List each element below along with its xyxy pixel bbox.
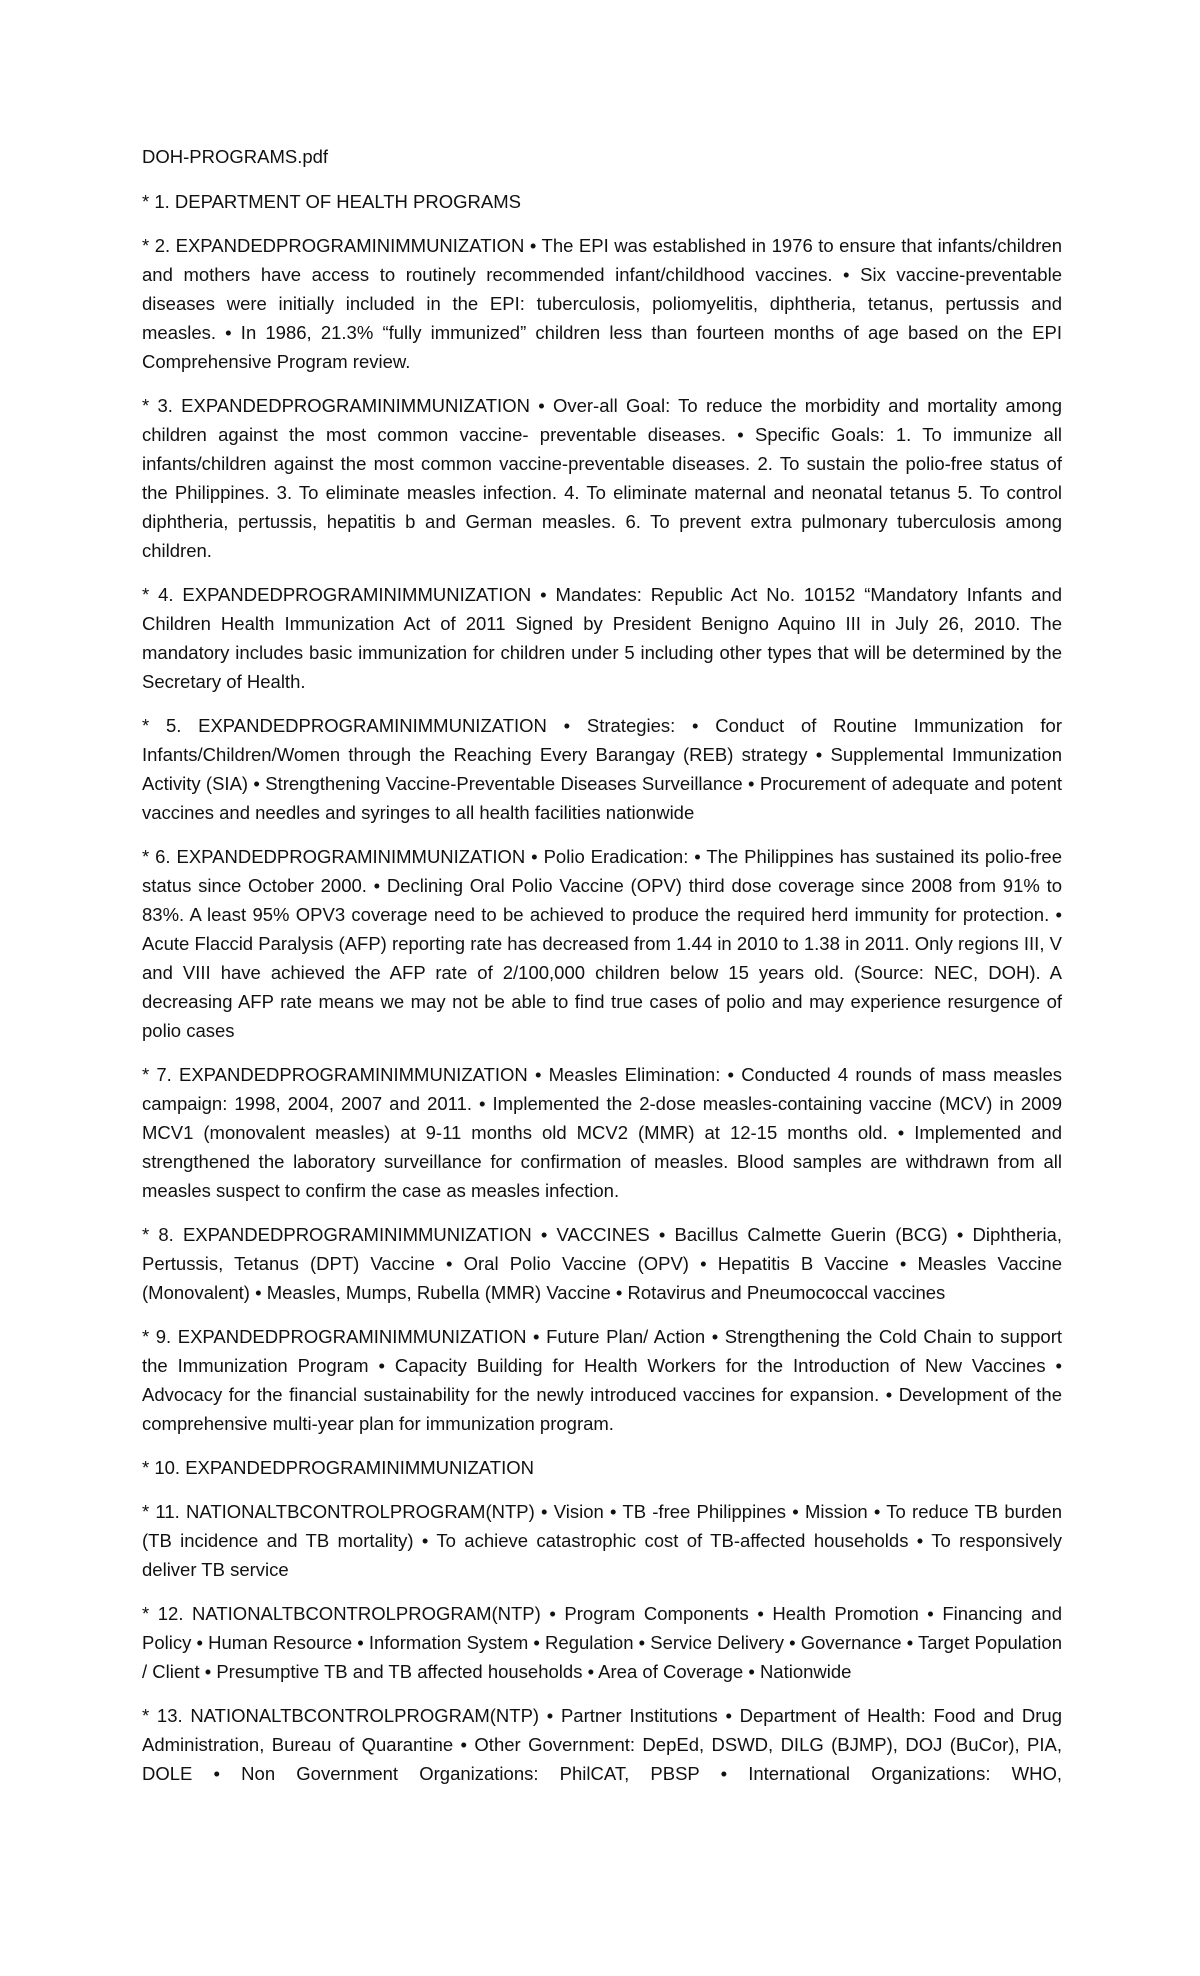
- section-1: * 1. DEPARTMENT OF HEALTH PROGRAMS: [142, 191, 521, 212]
- section-7: * 7. EXPANDEDPROGRAMINIMMUNIZATION • Measles Elimination: • Conducted 4 rounds of mass measles campaign: 1998, 2004, 2007 and 2011. • Implemented the 2-dose measles-containing vaccine (MCV) in 2009 MCV1 (monovalent measles) at 9-11 months old MCV2 (MMR) at 12-15 months old. • Implemented and strengthened the laboratory surveillance for confirmation of measles. Blood samples are withdrawn from all measles suspect to confirm the case as measles infection.: [142, 1064, 1062, 1201]
- section-12: * 12. NATIONALTBCONTROLPROGRAM(NTP) • Program Components • Health Promotion • Financing and Policy • Human Resource • Information System • Regulation • Service Delivery • Governance • Target Population / Client • Presumptive TB and TB affected households • Area of Coverage • Nationwide: [142, 1603, 1062, 1682]
- document-title: DOH-PROGRAMS.pdf: [142, 146, 329, 167]
- document-page: [142, 142, 1062, 1803]
- section-11: * 11. NATIONALTBCONTROLPROGRAM(NTP) • Vision • TB -free Philippines • Mission • To reduce TB burden (TB incidence and TB mortality) • To achieve catastrophic cost of TB-affected households • To responsively deliver TB service: [142, 1501, 1062, 1580]
- section-8: * 8. EXPANDEDPROGRAMINIMMUNIZATION • VACCINES • Bacillus Calmette Guerin (BCG) • Diphtheria, Pertussis, Tetanus (DPT) Vaccine • Oral Polio Vaccine (OPV) • Hepatitis B Vaccine • Measles Vaccine (Monovalent) • Measles, Mumps, Rubella (MMR) Vaccine • Rotavirus and Pneumococcal vaccines: [142, 1224, 1062, 1303]
- section-3: * 3. EXPANDEDPROGRAMINIMMUNIZATION • Over-all Goal: To reduce the morbidity and mortality among children against the most common vaccine- preventable diseases. • Specific Goals: 1. To immunize all infants/children against the most common vaccine-preventable diseases. 2. To sustain the polio-free status of the Philippines. 3. To eliminate measles infection. 4. To eliminate maternal and neonatal tetanus 5. To control diphtheria, pertussis, hepatitis b and German measles. 6. To prevent extra pulmonary tuberculosis among children.: [142, 395, 1062, 561]
- section-13: * 13. NATIONALTBCONTROLPROGRAM(NTP) • Partner Institutions • Department of Health: Food and Drug Administration, Bureau of Quarantine • Other Government: DepEd, DSWD, DILG (BJMP), DOJ (BuCor), PIA, DOLE • Non Government Organizations: PhilCAT, PBSP • International Organizations: WHO,: [142, 1705, 1062, 1784]
- section-2: * 2. EXPANDEDPROGRAMINIMMUNIZATION • The EPI was established in 1976 to ensure that infants/children and mothers have access to routinely recommended infant/childhood vaccines. • Six vaccine-preventable diseases were initially included in the EPI: tuberculosis, poliomyelitis, diphtheria, tetanus, pertussis and measles. • In 1986, 21.3% “fully immunized” children less than fourteen months of age based on the EPI Comprehensive Program review.: [142, 235, 1062, 372]
- section-9: * 9. EXPANDEDPROGRAMINIMMUNIZATION • Future Plan/ Action • Strengthening the Cold Chain to support the Immunization Program • Capacity Building for Health Workers for the Introduction of New Vaccines • Advocacy for the financial sustainability for the newly introduced vaccines for expansion. • Development of the comprehensive multi-year plan for immunization program.: [142, 1326, 1062, 1434]
- section-4: * 4. EXPANDEDPROGRAMINIMMUNIZATION • Mandates: Republic Act No. 10152 “Mandatory Infants and Children Health Immunization Act of 2011 Signed by President Benigno Aquino III in July 26, 2010. The mandatory includes basic immunization for children under 5 including other types that will be determined by the Secretary of Health.: [142, 584, 1062, 692]
- section-5: * 5. EXPANDEDPROGRAMINIMMUNIZATION • Strategies: • Conduct of Routine Immunization for Infants/Children/Women through the Reaching Every Barangay (REB) strategy • Supplemental Immunization Activity (SIA) • Strengthening Vaccine-Preventable Diseases Surveillance • Procurement of adequate and potent vaccines and needles and syringes to all health facilities nationwide: [142, 715, 1062, 823]
- section-10: * 10. EXPANDEDPROGRAMINIMMUNIZATION: [142, 1457, 534, 1478]
- section-6: * 6. EXPANDEDPROGRAMINIMMUNIZATION • Polio Eradication: • The Philippines has sustained its polio-free status since October 2000. • Declining Oral Polio Vaccine (OPV) third dose coverage since 2008 from 91% to 83%. A least 95% OPV3 coverage need to be achieved to produce the required herd immunity for protection. • Acute Flaccid Paralysis (AFP) reporting rate has decreased from 1.44 in 2010 to 1.38 in 2011. Only regions III, V and VIII have achieved the AFP rate of 2/100,000 children below 15 years old. (Source: NEC, DOH). A decreasing AFP rate means we may not be able to find true cases of polio and may experience resurgence of polio cases: [142, 846, 1062, 1041]
